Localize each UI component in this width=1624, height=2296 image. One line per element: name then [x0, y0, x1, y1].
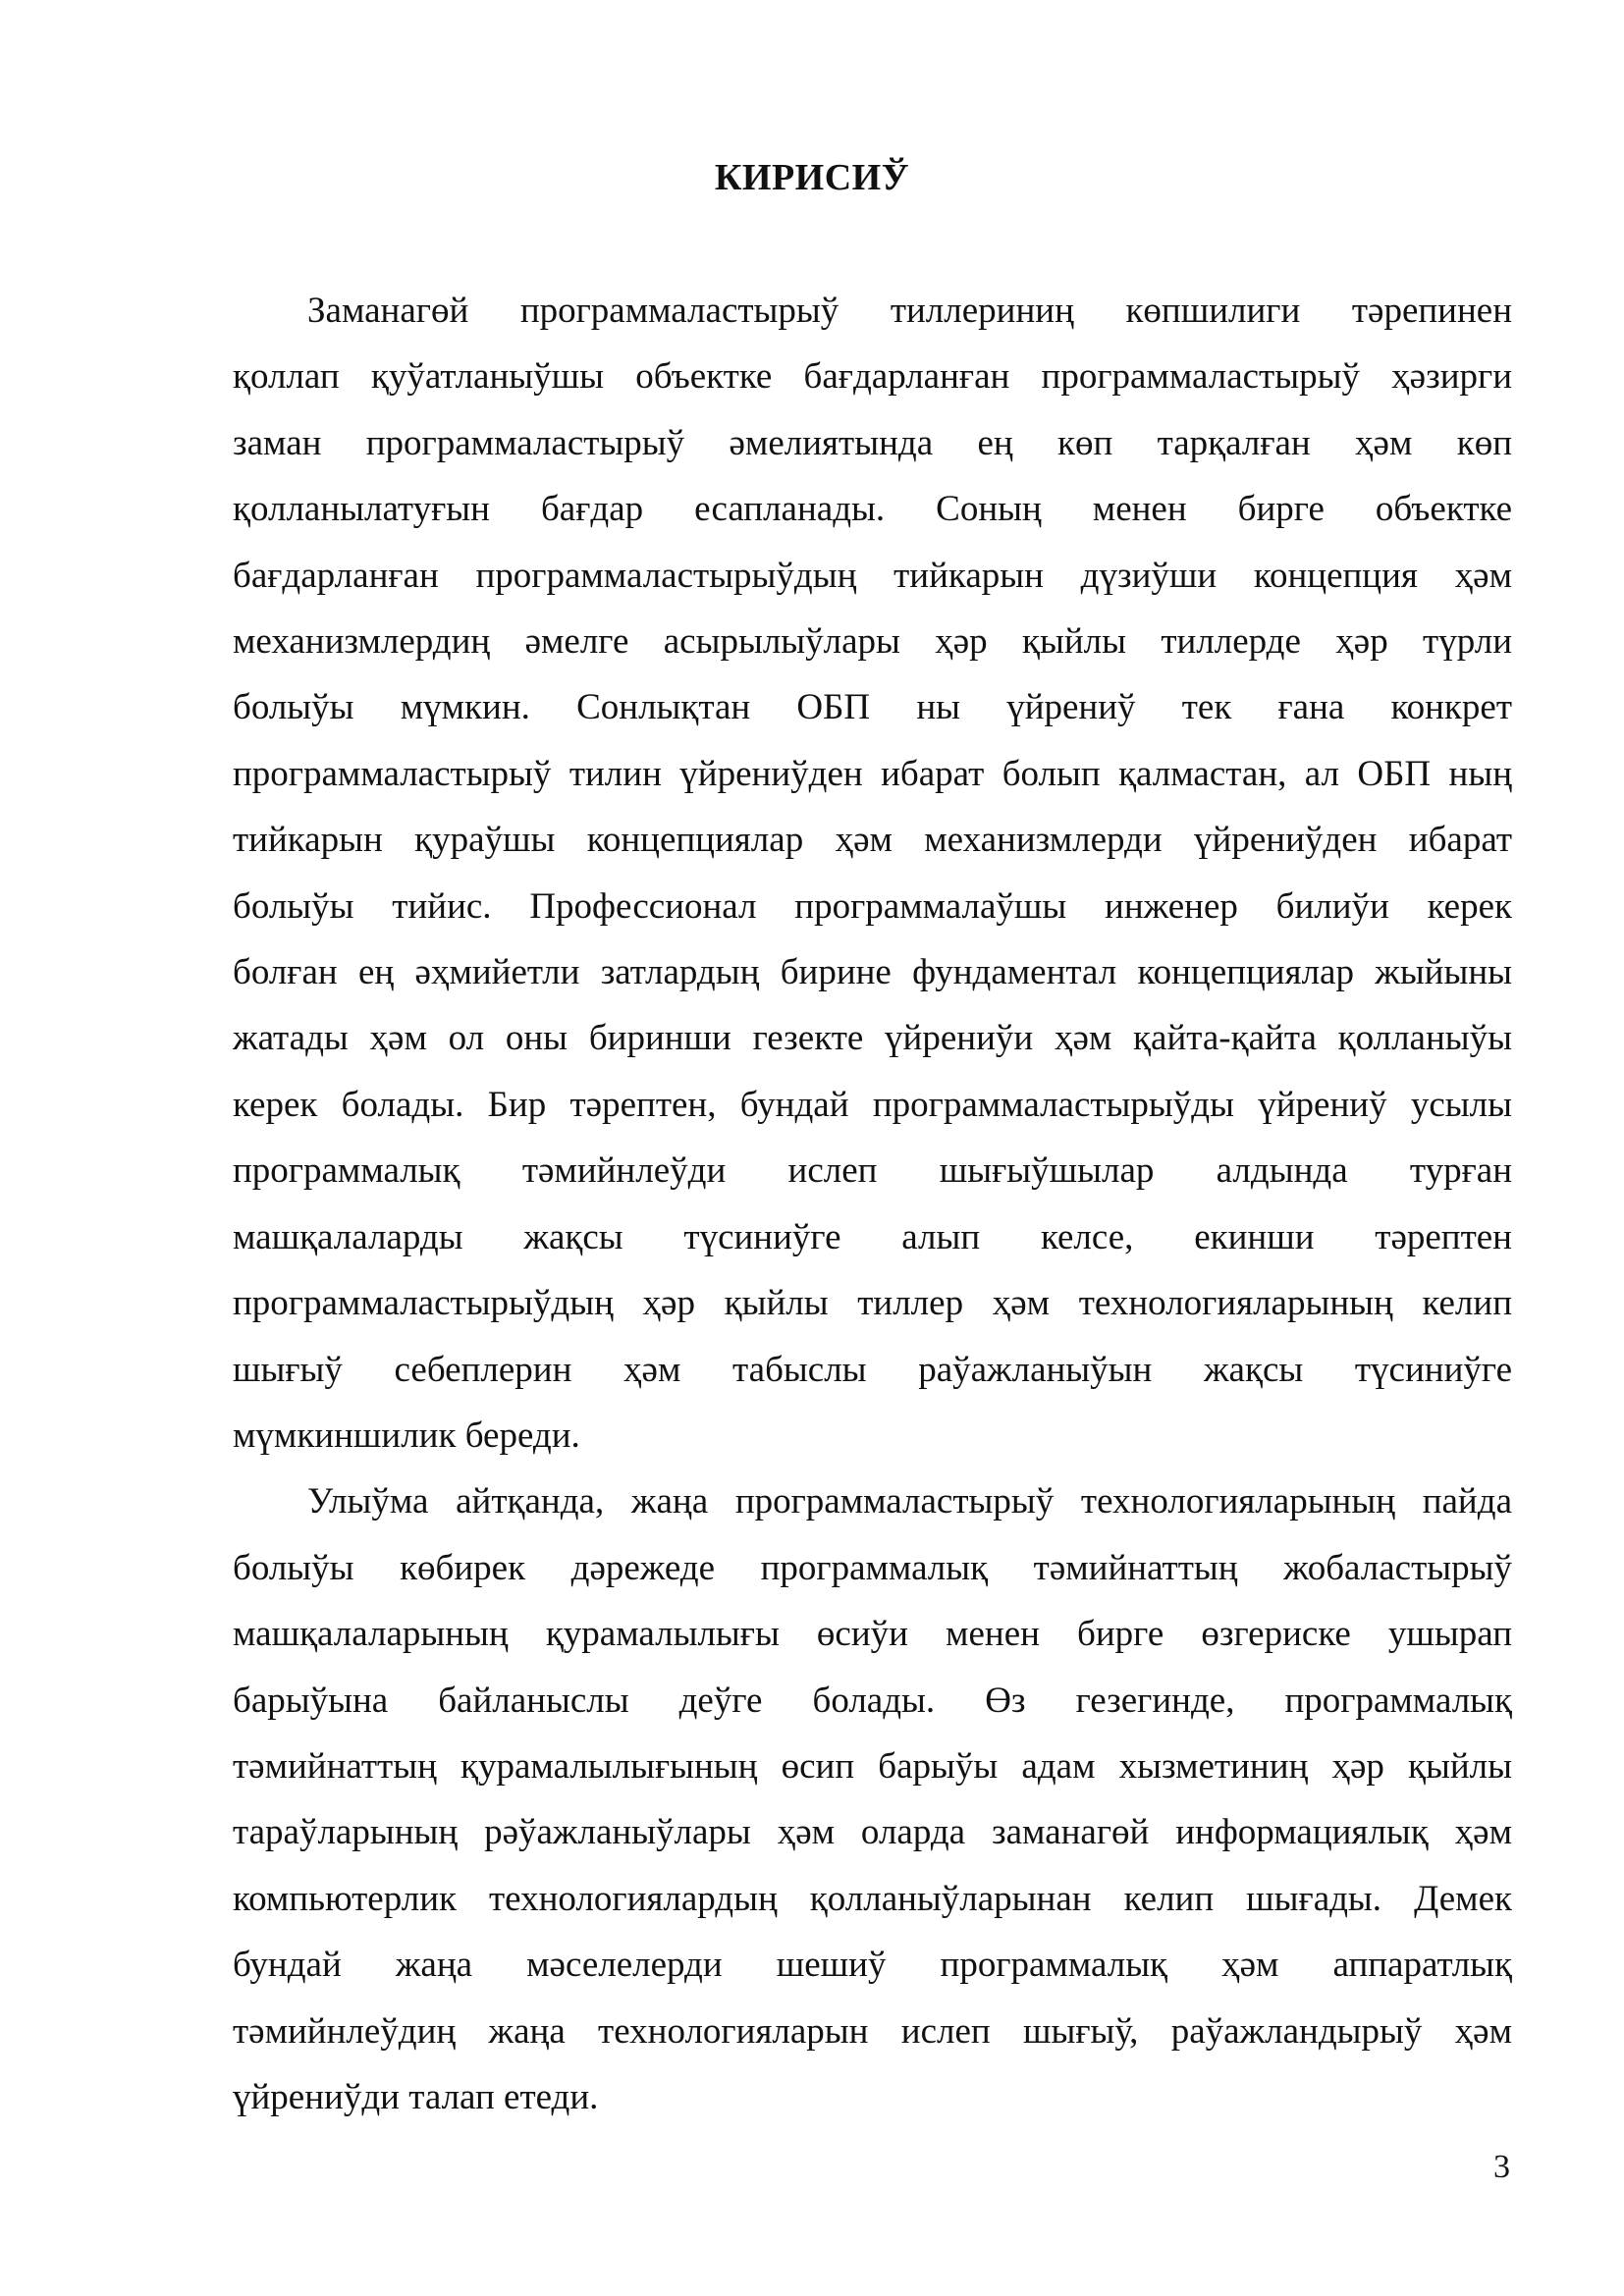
text-line: механизмлердиң әмелге асырылыўлары ҳәр қыйлы тиллерде ҳәр түрли: [233, 621, 1512, 663]
text-line: үйрениўди талап етеди.: [233, 2076, 599, 2117]
text-line: программаластырыў тилин үйрениўден ибарат болып қалмастан, ал ОБП ның: [233, 753, 1512, 794]
text-line: тәмийнлеўдиң жаңа технологияларын ислеп шығыў, раўажландырыў ҳәм: [233, 2010, 1512, 2052]
text-line: бағдарланған программаластырыўдың тийкарын дүзиўши концепция ҳәм: [233, 555, 1512, 596]
text-line: керек болады. Бир тәрептен, бундай программаластырыўды үйрениў усылы: [233, 1084, 1512, 1125]
text-line: барыўына байланыслы деўге болады. Өз гезегинде, программалық: [233, 1680, 1512, 1721]
text-line: Заманагөй программаластырыў тиллериниң көпшилиги тәрепинен: [307, 291, 1512, 331]
text-line: болған ең әҳмийетли затлардың бирине фундаментал концепциялар жыйыны: [233, 952, 1512, 993]
text-line: программаластырыўдың ҳәр қыйлы тиллер ҳәм технологияларының келип: [233, 1283, 1512, 1324]
text-line: мүмкиншилик береди.: [233, 1415, 580, 1456]
text-line: компьютерлик технологиялардың қолланыўларынан келип шығады. Демек: [233, 1878, 1512, 1919]
text-line: машқалаларды жақсы түсиниўге алып келсе, екинши тәрептен: [233, 1216, 1512, 1257]
text-line: болыўы көбирек дәрежеде программалық тәмийнаттың жобаластырыў: [233, 1547, 1512, 1588]
document-body: [233, 278, 1512, 2130]
text-line: жатады ҳәм ол оны биринши гезекте үйрениўи ҳәм қайта-қайта қолланыўы: [233, 1018, 1512, 1059]
text-line: заман программаластырыў әмелиятында ең көп тарқалған ҳәм көп: [233, 422, 1512, 463]
text-line: қоллап қуўатланыўшы объектке бағдарланған программаластырыў ҳәзирги: [233, 356, 1512, 398]
text-line: болыўы мүмкин. Сонлықтан ОБП ны үйрениў тек ғана конкрет: [233, 687, 1512, 728]
paragraph-2: [233, 1468, 1512, 2130]
text-line: Улыўма айтқанда, жаңа программаластырыў технологияларының пайда: [307, 1481, 1512, 1522]
text-line: болыўы тийис. Профессионал программалаўшы инженер билиўи керек: [233, 885, 1512, 927]
page-number: 3: [1493, 2149, 1510, 2185]
text-line: тийкарын қураўшы концепциялар ҳәм механизмлерди үйрениўден ибарат: [233, 820, 1512, 861]
page-title: КИРИСИЎ: [714, 157, 910, 198]
text-line: тәмийнаттың қурамалылығының өсип барыўы адам хызметиниң ҳәр қыйлы: [233, 1745, 1512, 1787]
text-line: қолланылатуғын бағдар есапланады. Соның менен бирге объектке: [233, 489, 1512, 530]
text-line: тараўларының рәўажланыўлары ҳәм оларда заманагөй информациялық ҳәм: [233, 1812, 1512, 1853]
text-line: бундай жаңа мәселелерди шешиў программалық ҳәм аппаратлық: [233, 1945, 1512, 1986]
text-line: программалық тәмийнлеўди ислеп шығыўшылар алдында турған: [233, 1150, 1512, 1192]
text-line: машқалаларының қурамалылығы өсиўи менен бирге өзгериске ушырап: [233, 1614, 1512, 1655]
paragraph-1: [233, 278, 1512, 1468]
text-line: шығыў себеплерин ҳәм табыслы раўажланыўын жақсы түсиниўге: [233, 1349, 1512, 1390]
